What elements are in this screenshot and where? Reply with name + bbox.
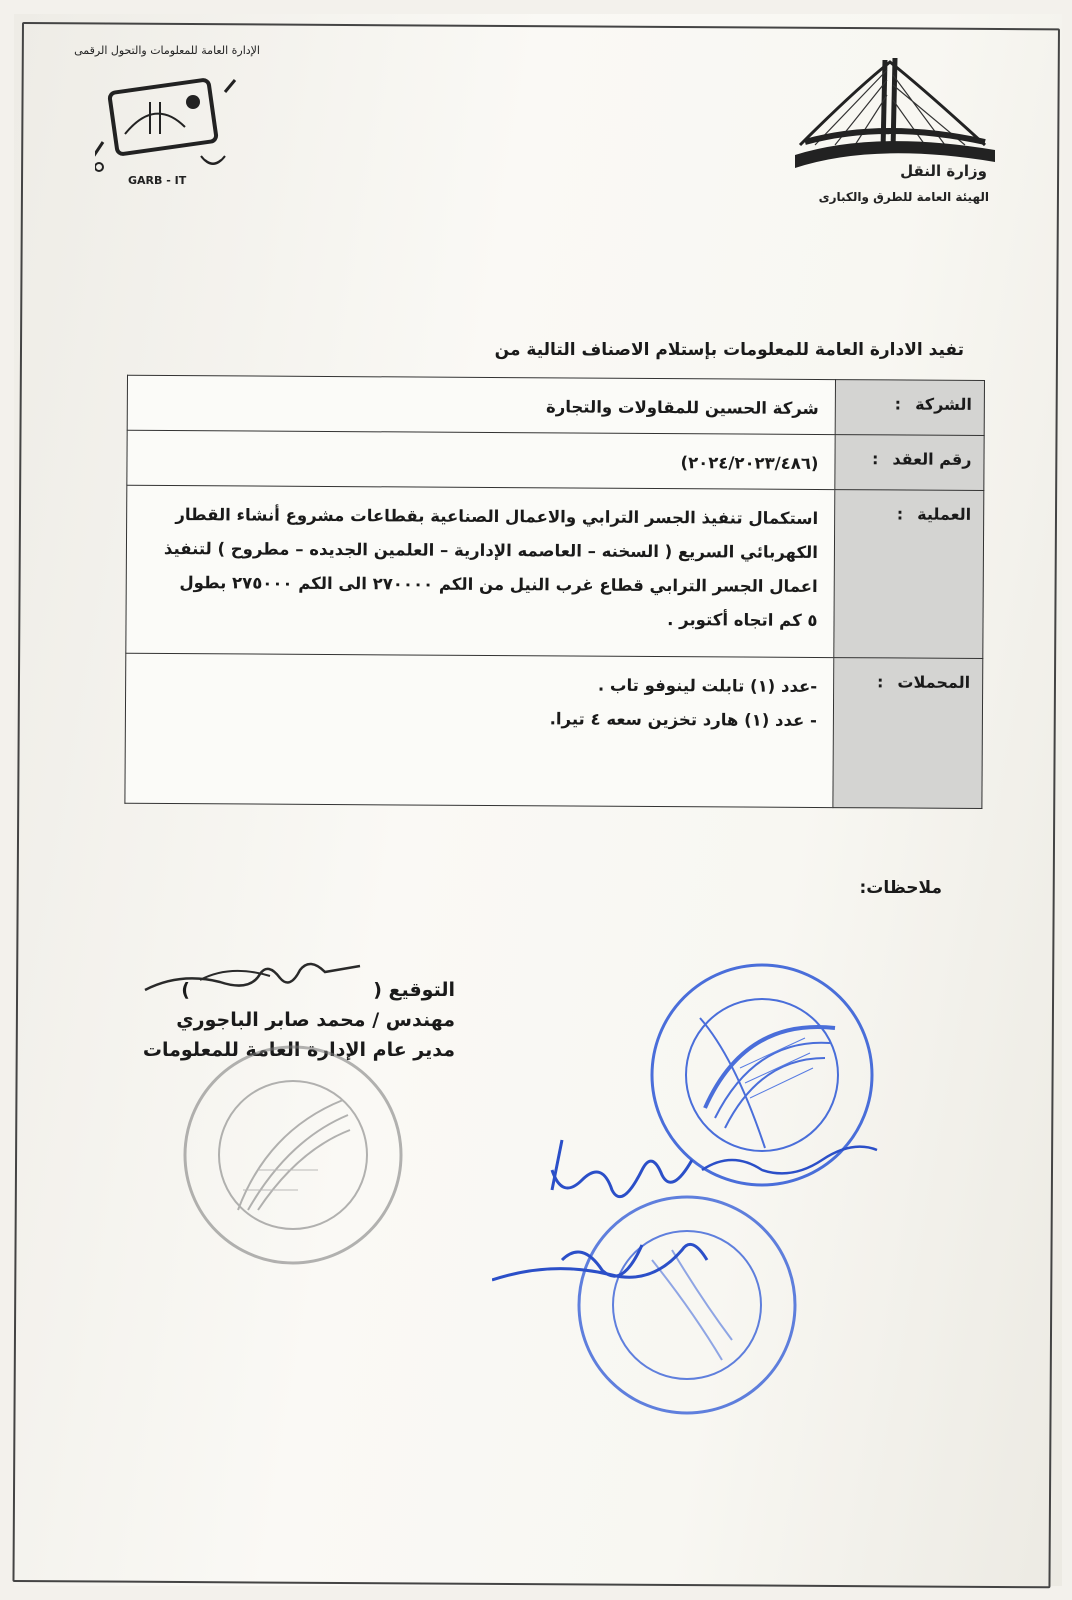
notes-label: ملاحظات: [859,878,942,898]
attachment-item: -عدد (١) تابلت لينوفو تاب . [597,675,818,696]
company-label-cell [835,380,984,436]
signatory-name: مهندس / محمد صابر الباجوري [176,1009,455,1031]
monitor-logo-icon [95,72,245,182]
colon: : [894,394,902,414]
handwritten-signature-icon [140,952,370,1002]
contract-row [127,430,984,490]
company-label: الشركة [915,394,972,414]
it-department-logo [70,44,260,194]
colon: : [876,672,884,692]
operation-line: ٥ كم اتجاه أكتوبر . [667,610,818,630]
ministry-name: وزارة النقل [900,162,987,180]
attachments-label: المحملات [897,672,971,692]
authority-name: الهيئة العامة للطرق والكبارى [818,190,989,204]
signature-label: التوقيع ( [373,979,455,1001]
colon: : [871,449,879,469]
contract-label: رقم العقد [892,449,972,469]
attachments-row [125,653,983,808]
ministry-logo [795,50,995,220]
contract-label-cell [835,435,984,491]
department-name: الإدارة العامة للمعلومات والتحول الرقمى [74,44,260,57]
attachment-item: - عدد (١) هارد تخزين سعه ٤ تيرا. [549,709,817,730]
details-table [124,375,985,809]
company-row [127,375,984,435]
operation-row [126,485,984,658]
operation-line: الكهربائي السريع ( السخنه – العاصمه الإدارية – العلمين الجديده – مطروح ) لتنفيذ [163,538,819,562]
signatory-position: مدير عام الإدارة العامة للمعلومات [142,1039,455,1061]
contract-value-cell [127,430,835,489]
colon: : [896,504,904,524]
attachments-label-cell [833,658,983,809]
operation-label: العملية [917,504,972,524]
company-value: شركة الحسين للمقاولات والتجارة [545,397,819,418]
intro-text: تفيد الادارة العامة للمعلومات بإستلام الاصناف التالية من [494,340,964,360]
attachments-value-cell [125,653,834,807]
faded-official-stamp-icon [178,1040,408,1270]
operation-line: استكمال تنفيذ الجسر الترابي والاعمال الصناعية بقطاعات مشروع أنشاء القطار [175,505,819,528]
handwritten-signature-icon [492,1120,892,1320]
bridge-logo-icon [795,50,995,170]
operation-label-cell [834,490,984,659]
company-value-cell [127,375,835,434]
signature-close-paren: ) [181,979,190,1001]
operation-line: اعمال الجسر الترابي قطاع غرب النيل من الكم ٢٧٠٠٠٠ الى الكم ٢٧٥٠٠٠ بطول [179,573,818,596]
contract-number: (٢٠٢٤/٢٠٢٣/٤٨٦) [680,453,819,473]
department-logo-text: GARB - IT [128,174,187,187]
operation-value-cell [126,485,835,657]
